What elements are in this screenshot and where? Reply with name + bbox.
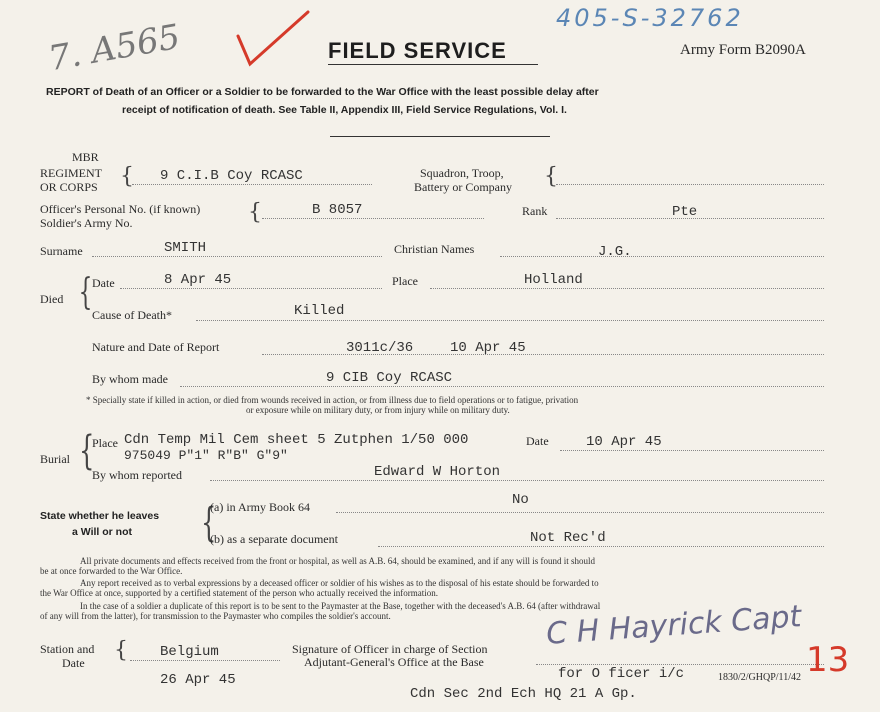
footnote-line-1: * Specially state if killed in action, or died from wounds received in action, or from illness due to field operations or to fatigue, privation [86,395,579,405]
subtitle-line-1: REPORT of Death of an Officer or a Soldier to be forwarded to the War Office with the least possible delay after [46,86,599,98]
burial-date-value: 10 Apr 45 [586,434,662,450]
station-value: Belgium [160,644,219,660]
burial-label: Burial [40,452,70,466]
for-officer-value: for O ficer i/c [558,666,685,682]
cause-label: Cause of Death* [92,308,172,322]
pencil-note: 7. A565 [45,16,184,80]
died-place-label: Place [392,274,418,288]
rank-line [556,218,824,219]
station-brace: { [114,638,128,663]
paragraph-1-line-1: All private documents and effects received from the front or hospital, as well as A.B. 64, should be examined, and if any will is found it should [80,556,595,566]
died-label: Died [40,292,64,306]
by-whom-reported-line [210,480,824,481]
form-title: FIELD SERVICE [328,38,507,63]
christian-names-line [500,256,824,257]
unit-value: Cdn Sec 2nd Ech HQ 21 A Gp. [410,686,637,702]
state-will-label-2: a Will or not [72,526,132,538]
state-will-label-1: State whether he leaves [40,510,160,522]
signature-label-2: Adjutant-General's Office at the Base [304,655,484,669]
squadron-brace: { [544,164,558,189]
by-whom-made-line [180,386,824,387]
army-no-value: B 8057 [312,202,363,218]
died-brace: { [78,272,93,313]
regiment-line [132,184,372,185]
by-whom-made-value: 9 CIB Coy RCASC [326,370,453,386]
cause-line [196,320,824,321]
christian-names-label: Christian Names [394,242,475,256]
by-whom-reported-value: Edward W Horton [374,464,501,480]
officer-signature: C H Hayrick Capt [545,599,803,652]
nature-report-line [262,354,824,355]
paragraph-3-line-2: of any will from the latter), for transmission to the Paymaster who compiles the soldier's account. [40,611,391,621]
will-a-value: No [512,492,529,508]
station-label: Station and [40,642,95,656]
burial-place-label: Place [92,436,118,450]
surname-line [92,256,382,257]
rank-value: Pte [672,204,698,220]
paragraph-3-line-1: In the case of a soldier a duplicate of this report is to be sent to the Paymaster at the Base, together with the deceased's A.B. 64 (after withdrawal [80,601,601,611]
by-whom-reported-label: By whom reported [92,468,182,482]
officer-no-label: Officer's Personal No. (if known) [40,202,201,216]
burial-brace: { [79,428,95,474]
army-no-brace: { [248,200,262,225]
died-place-line [430,288,824,289]
regiment-value: 9 C.I.B Coy RCASC [160,168,303,184]
rank-label: Rank [522,204,548,218]
reference-number: 405-S-32762 [556,4,744,32]
burial-date-line [560,450,824,451]
will-b-line [378,546,824,547]
surname-value: SMITH [164,240,207,256]
burial-date-label: Date [526,434,549,448]
form-number: Army Form B2090A [680,42,806,58]
burial-ref-value: 975049 P"1" R"B" G"9" [124,448,288,463]
battery-label: Battery or Company [414,180,512,194]
paragraph-2-line-2: the War Office at once, supported by a certified statement of the person who actually received the information. [40,588,439,598]
regiment-label: REGIMENT [40,166,102,180]
station-date-label: Date [62,656,85,670]
died-place-value: Holland [524,272,583,288]
report-ref-value: 3011c/36 [346,340,414,356]
regiment-brace: { [120,164,134,189]
squadron-label: Squadron, Troop, [420,166,504,180]
red-checkmark-icon [232,8,312,68]
by-whom-made-label: By whom made [92,372,168,386]
will-brace: { [201,500,217,546]
army-no-line [262,218,484,219]
burial-place-value: Cdn Temp Mil Cem sheet 5 Zutphen 1/50 000 [124,432,469,448]
will-b-label: (b) as a separate document [210,532,338,546]
station-date-value: 26 Apr 45 [160,672,236,688]
died-date-label: Date [92,276,115,290]
mbr-stamp: MBR [72,150,99,164]
soldier-no-label: Soldier's Army No. [40,216,133,230]
will-b-value: Not Rec'd [530,530,606,546]
cause-value: Killed [294,303,345,319]
page-number-red: 13 [806,640,850,680]
paragraph-2-line-1: Any report received as to verbal expressions by a deceased officer or soldier of his wishes as to the disposal of his estate should be forwarded to [80,578,599,588]
station-line [130,660,280,661]
or-corps-label: OR CORPS [40,180,98,194]
subtitle-line-2: receipt of notification of death. See Table II, Appendix III, Field Service Regulations, Vol. I. [122,104,567,116]
died-date-line [120,288,382,289]
title-underline [328,64,538,65]
squadron-line [556,184,824,185]
died-date-value: 8 Apr 45 [164,272,232,288]
paragraph-1-line-2: be at once forwarded to the War Office. [40,566,183,576]
header-divider [330,136,550,137]
report-date-value: 10 Apr 45 [450,340,526,356]
signature-label-1: Signature of Officer in charge of Section [292,642,488,656]
will-a-label: (a) in Army Book 64 [210,500,310,514]
will-a-line [336,512,824,513]
footnote-line-2: or exposure while on military duty, or from injury while on military duty. [246,405,510,415]
signature-line [536,664,824,665]
christian-names-value: J.G. [598,244,632,260]
print-code: 1830/2/GHQP/11/42 [718,672,801,683]
nature-report-label: Nature and Date of Report [92,340,220,354]
surname-label: Surname [40,244,83,258]
